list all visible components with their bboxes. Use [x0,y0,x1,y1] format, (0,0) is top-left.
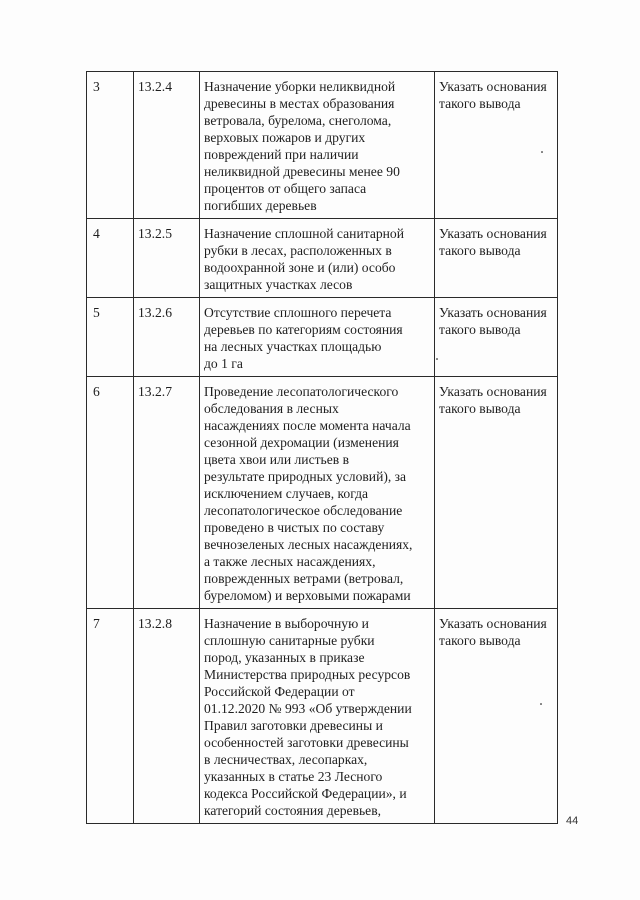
description-line: Министерства природных ресурсов [204,667,411,682]
description-line: а также лесных насаждениях, [204,554,376,569]
description-line: Назначение сплошной санитарной [204,226,405,241]
description-line: кодекса Российской Федерации», и [204,786,407,801]
description-line: неликвидной древесины менее 90 [204,164,400,179]
description-line: цвета хвои или листьев в [204,452,350,467]
row-number-cell: 5 [87,298,134,377]
description-line: на лесных участках площадью [204,339,382,354]
row-number-cell: 7 [87,609,134,824]
description-line: 01.12.2020 № 993 «Об утверждении [204,701,412,716]
requirement-cell [435,298,558,377]
description-line: категорий состояния деревьев, [204,803,382,818]
row-number-cell: 6 [87,377,134,609]
row-number-cell: 3 [87,72,134,219]
description-line: верховых пожаров и других [204,130,366,145]
description-line: проведено в чистых по составу [204,520,385,535]
description-line: погибших деревьев [204,198,317,213]
description-line: поврежденных ветрами (ветровал, [204,571,404,586]
requirement-line: Указать основания [439,616,547,631]
description-cell [200,609,435,824]
table-body [87,72,558,824]
description-line: Проведение лесопатологического [204,384,399,399]
description-line: Назначение в выборочную и [204,616,369,631]
table-row [87,72,558,219]
description-cell [200,377,435,609]
description-line: деревьев по категориям состояния [204,322,403,337]
requirement-line: такого вывода [439,243,521,258]
requirement-line: Указать основания [439,79,547,94]
description-line: указанных в статье 23 Лесного [204,769,383,784]
requirement-line: такого вывода [439,96,521,111]
description-cell [200,298,435,377]
description-line: насаждениях после момента начала [204,418,411,433]
requirement-line: Указать основания [439,384,547,399]
item-code-cell: 13.2.5 [134,219,200,298]
description-line: сплошную санитарные рубки [204,633,375,648]
description-line: Правил заготовки древесины и [204,718,383,733]
description-line: сезонной дехромации (изменения [204,435,399,450]
requirement-line: такого вывода [439,401,521,416]
requirement-cell [435,219,558,298]
table-row [87,609,558,824]
requirement-cell [435,377,558,609]
description-line: Назначение уборки неликвидной [204,79,396,94]
description-line: до 1 га [204,356,243,371]
description-line: особенностей заготовки древесины [204,735,409,750]
description-line: Отсутствие сплошного перечета [204,305,392,320]
table-row [87,377,558,609]
description-line: водоохранной зоне и (или) особо [204,260,396,275]
item-code-cell: 13.2.8 [134,609,200,824]
row-number-cell: 4 [87,219,134,298]
description-line: в лесничествах, лесопарках, [204,752,368,767]
requirement-line: Указать основания [439,226,547,241]
item-code-cell: 13.2.7 [134,377,200,609]
description-line: результате природных условий), за [204,469,407,484]
description-line: повреждений при наличии [204,147,359,162]
description-line: ветровала, бурелома, снеголома, [204,113,392,128]
requirement-cell [435,72,558,219]
description-line: процентов от общего запаса [204,181,367,196]
requirement-line: Указать основания [439,305,547,320]
description-line: исключением случаев, когда [204,486,369,501]
scan-speck [541,151,543,153]
requirement-line: такого вывода [439,633,521,648]
requirements-table [86,71,558,824]
scan-speck [540,703,542,705]
description-line: вечнозеленых лесных насаждениях, [204,537,413,552]
description-line: обследования в лесных [204,401,339,416]
description-line: буреломом) и верховыми пожарами [204,588,411,603]
requirement-line: такого вывода [439,322,521,337]
item-code-cell: 13.2.4 [134,72,200,219]
description-line: пород, указанных в приказе [204,650,365,665]
description-cell [200,72,435,219]
description-line: защитных участках лесов [204,277,353,292]
description-cell [200,219,435,298]
item-code-cell: 13.2.6 [134,298,200,377]
description-line: рубки в лесах, расположенных в [204,243,392,258]
table-row [87,219,558,298]
description-line: лесопатологическое обследование [204,503,403,518]
description-line: Российской Федерации от [204,684,355,699]
table-row [87,298,558,377]
scan-speck [436,358,438,360]
page-number: 44 [566,815,579,827]
description-line: древесины в местах образования [204,96,395,111]
requirement-cell [435,609,558,824]
